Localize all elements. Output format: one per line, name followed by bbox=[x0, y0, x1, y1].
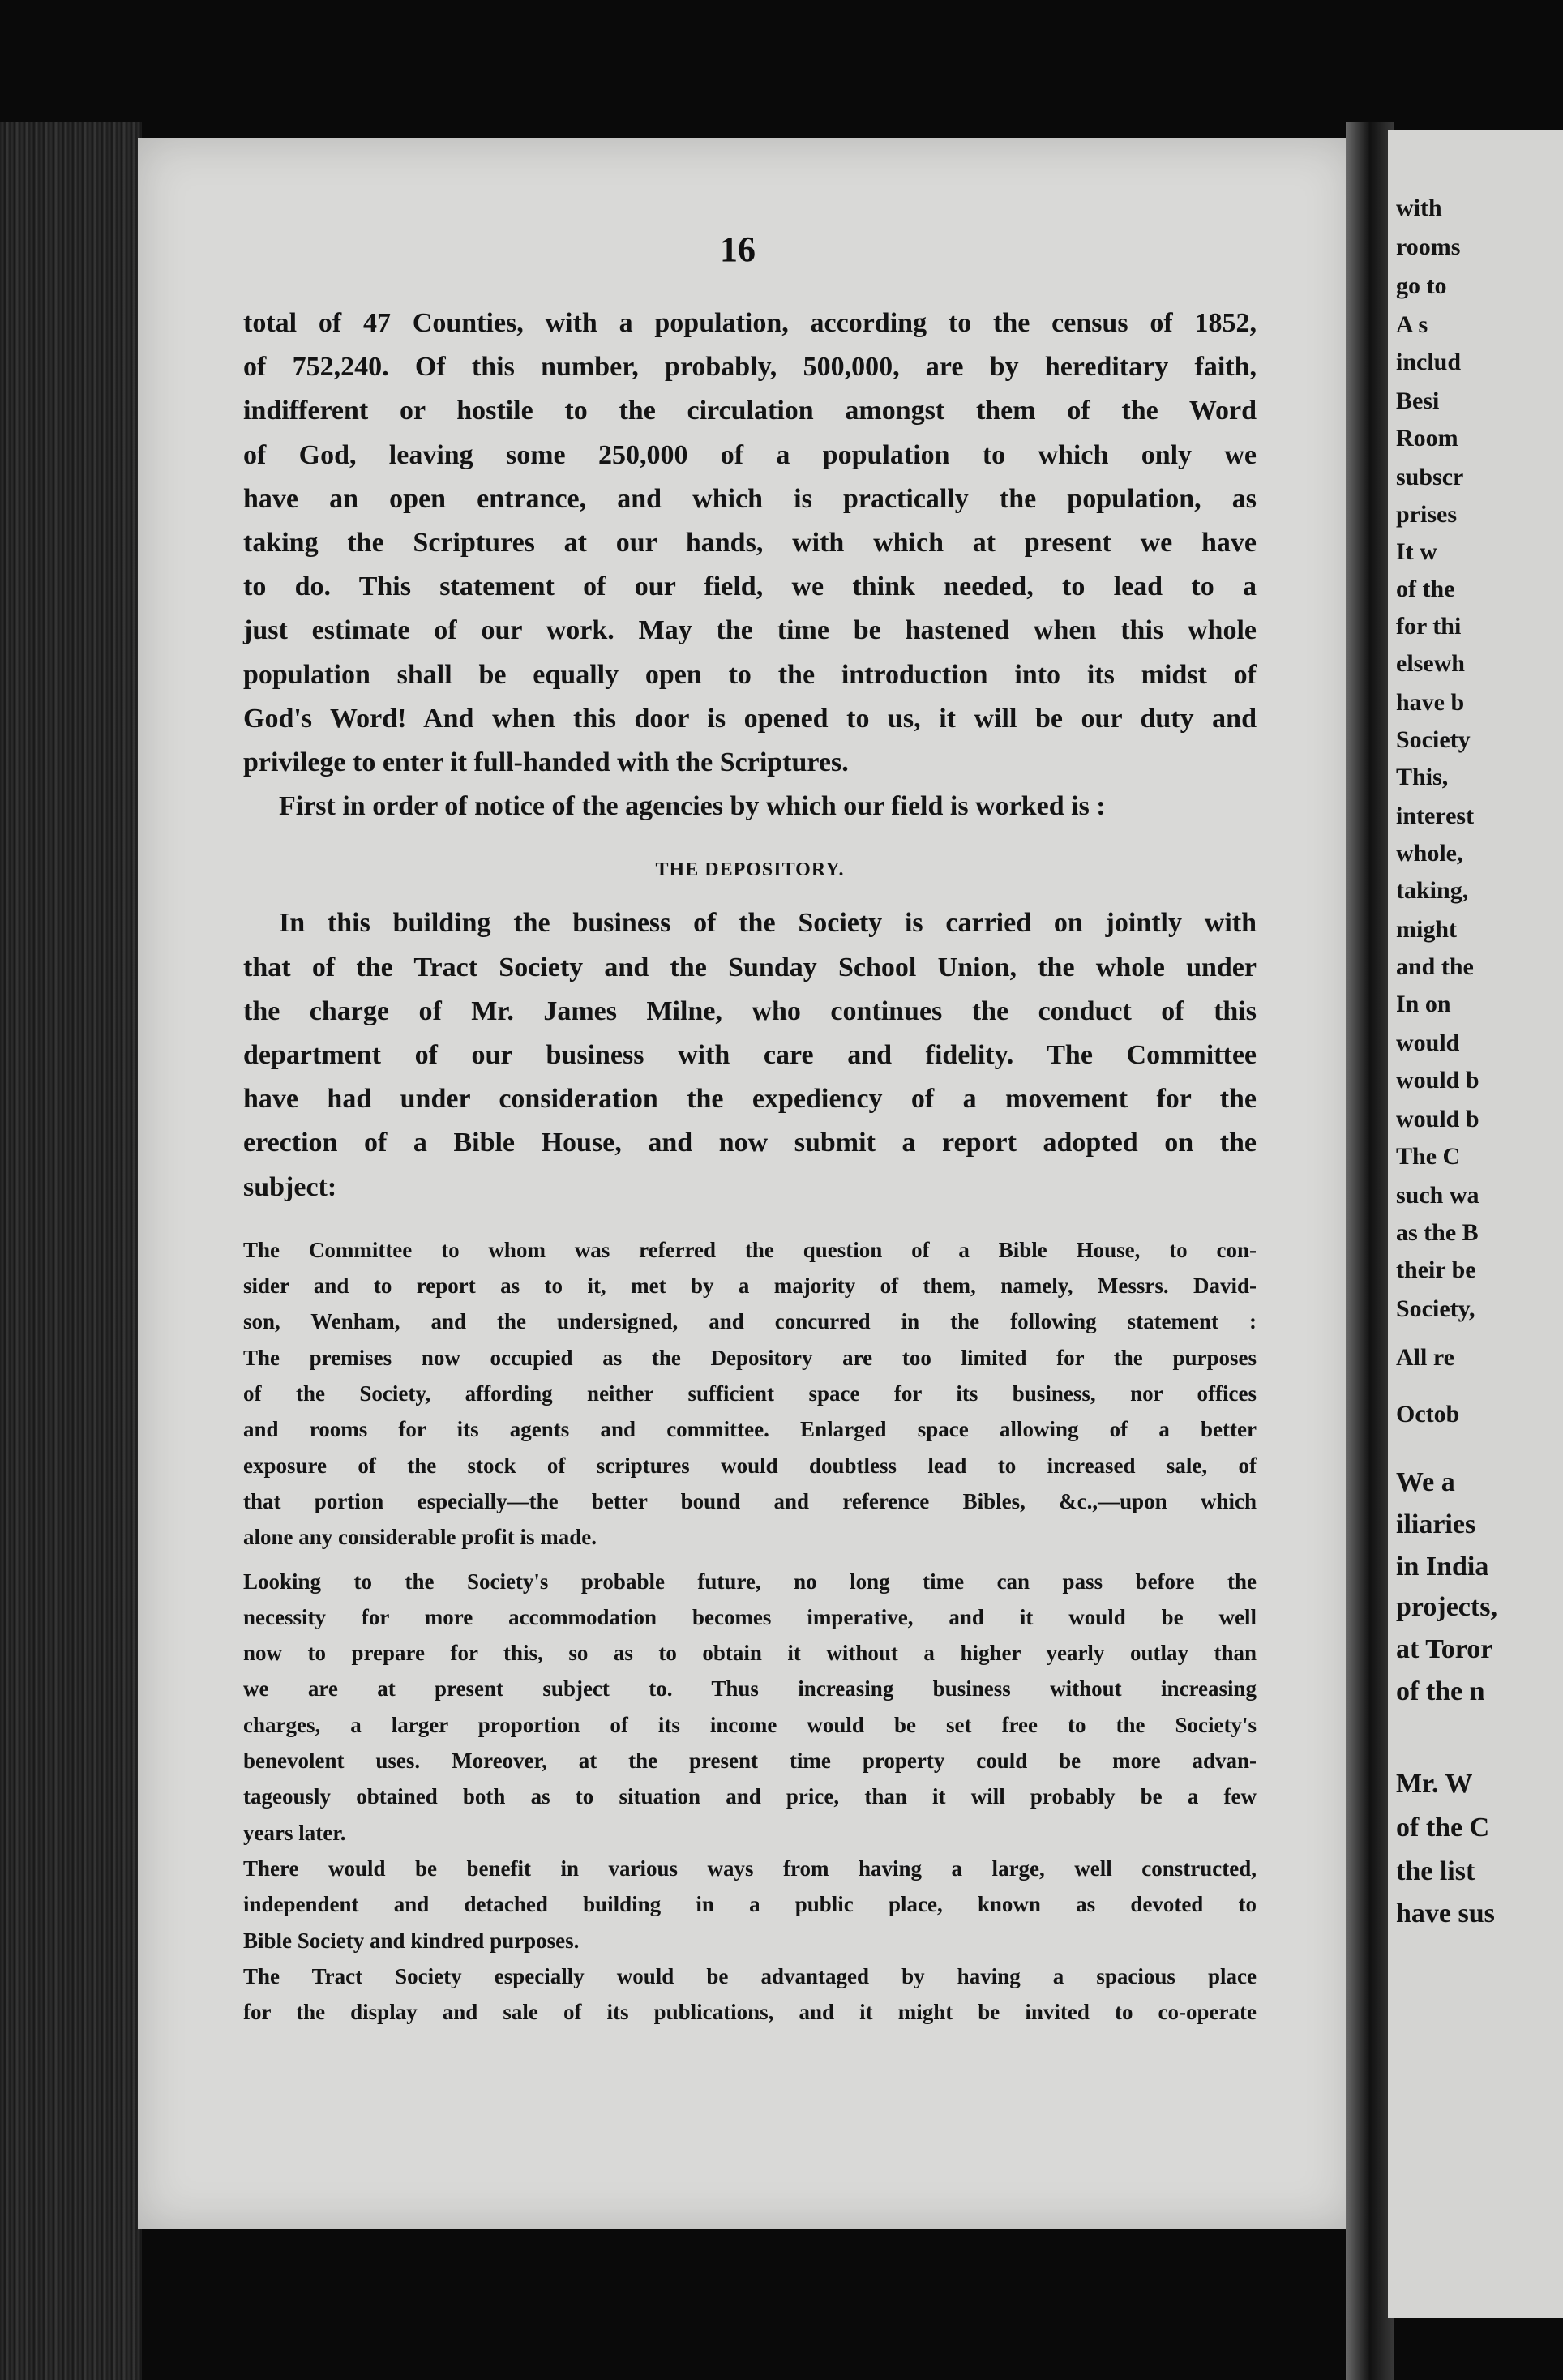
intro-text bbox=[243, 302, 1257, 1209]
right-page-fragment: This, bbox=[1396, 764, 1449, 790]
paragraph-depository bbox=[243, 901, 1257, 1209]
report-paragraph bbox=[243, 1564, 1257, 1851]
book-spine-edge bbox=[0, 122, 142, 2380]
text-line: necessity for more accommodation becomes imperative, and it would be well bbox=[243, 1604, 1257, 1629]
text-line: total of 47 Counties, with a population, according to the census of 1852, bbox=[243, 308, 1257, 338]
text-line: have an open entrance, and which is practically the population, as bbox=[243, 483, 1257, 514]
text-line: that portion especially—the better bound and reference Bibles, &c.,—upon which bbox=[243, 1488, 1257, 1513]
text-line: and rooms for its agents and committee. Enlarged space allowing of a better bbox=[243, 1417, 1257, 1442]
text-line: The premises now occupied as the Depository are too limited for the purposes bbox=[243, 1345, 1257, 1370]
text-line: Bible Society and kindred purposes. bbox=[243, 1928, 580, 1953]
right-page-fragment: We a bbox=[1396, 1467, 1455, 1497]
text-line: population shall be equally open to the introduction into its midst of bbox=[243, 659, 1257, 690]
text-line: God's Word! And when this door is opened to us, it will be our duty and bbox=[243, 703, 1257, 734]
text-line: The Committee to whom was referred the question of a Bible House, to con- bbox=[243, 1237, 1257, 1262]
right-page-fragment: might bbox=[1396, 916, 1457, 943]
right-page-fragment: Society bbox=[1396, 726, 1471, 753]
text-line: tageously obtained both as to situation and price, than it will probably be a few bbox=[243, 1784, 1257, 1809]
text-line: There would be benefit in various ways from having a large, well constructed, bbox=[243, 1856, 1257, 1881]
text-line: to do. This statement of our field, we think needed, to lead to a bbox=[243, 571, 1257, 602]
section-heading-depository: THE DEPOSITORY. bbox=[655, 859, 845, 881]
right-page-fragment: such wa bbox=[1396, 1182, 1479, 1209]
text-line: privilege to enter it full-handed with the Scriptures. bbox=[243, 747, 849, 778]
text-line: taking the Scriptures at our hands, with which at present we have bbox=[243, 528, 1257, 559]
right-page-fragment: their be bbox=[1396, 1256, 1476, 1283]
right-page-fragment: at Toror bbox=[1396, 1634, 1493, 1664]
right-page-fragment: All re bbox=[1396, 1344, 1454, 1371]
text-line: for the display and sale of its publications, and it might be invited to co-operate bbox=[243, 2000, 1257, 2025]
right-page-fragment: subscr bbox=[1396, 464, 1464, 490]
text-line: son, Wenham, and the undersigned, and concurred in the following statement : bbox=[243, 1309, 1257, 1334]
right-page-fragment: of the bbox=[1396, 576, 1455, 602]
text-line: benevolent uses. Moreover, at the present time property could be more advan- bbox=[243, 1749, 1257, 1774]
right-page-fragment: of the n bbox=[1396, 1676, 1485, 1706]
page-number: 16 bbox=[720, 229, 756, 269]
text-line: alone any considerable profit is made. bbox=[243, 1525, 597, 1550]
text-line: years later. bbox=[243, 1820, 346, 1845]
right-page-fragment: would b bbox=[1396, 1067, 1479, 1094]
right-page-fragment: It w bbox=[1396, 538, 1437, 565]
text-line: of 752,240. Of this number, probably, 500,000, are by hereditary faith, bbox=[243, 352, 1257, 383]
right-page-fragment: would bbox=[1396, 1029, 1460, 1056]
report-paragraph bbox=[243, 1958, 1257, 2031]
page-text bbox=[243, 302, 1257, 2030]
right-page-fragment: have b bbox=[1396, 689, 1465, 716]
report-paragraph bbox=[243, 1340, 1257, 1556]
text-line: sider and to report as to it, met by a majority of them, namely, Messrs. David- bbox=[243, 1273, 1257, 1299]
text-line: have had under consideration the expediency of a movement for the bbox=[243, 1084, 1257, 1115]
text-line: First in order of notice of the agencies by which our field is worked is : bbox=[279, 791, 1106, 822]
right-page-fragment: iliaries bbox=[1396, 1509, 1476, 1539]
text-line: In this building the business of the Society is carried on jointly with bbox=[279, 908, 1257, 939]
right-page-fragment: for thi bbox=[1396, 613, 1462, 640]
right-page-fragment: includ bbox=[1396, 349, 1462, 375]
right-page-fragment: and the bbox=[1396, 953, 1474, 980]
right-page-fragment: rooms bbox=[1396, 233, 1461, 260]
right-page-fragment: Room bbox=[1396, 425, 1458, 452]
right-page-fragment: In on bbox=[1396, 991, 1451, 1017]
text-line: of the Society, affording neither sufficient space for its business, nor offices bbox=[243, 1381, 1257, 1406]
text-line: charges, a larger proportion of its income would be set free to the Society's bbox=[243, 1712, 1257, 1737]
right-page-fragment: in India bbox=[1396, 1552, 1489, 1582]
right-page-fragment: whole, bbox=[1396, 840, 1463, 867]
report-paragraph bbox=[243, 1851, 1257, 1958]
paragraph-field-description bbox=[243, 302, 1257, 785]
text-line: exposure of the stock of scriptures would doubtless lead to increased sale, of bbox=[243, 1453, 1257, 1478]
right-page-fragment: projects, bbox=[1396, 1592, 1497, 1622]
right-page-fragment: Octob bbox=[1396, 1401, 1460, 1428]
right-page-fragment: have sus bbox=[1396, 1898, 1495, 1928]
text-line: subject: bbox=[243, 1171, 337, 1202]
text-line: Looking to the Society's probable future, no long time can pass before the bbox=[243, 1569, 1257, 1594]
text-line: the charge of Mr. James Milne, who continues the conduct of this bbox=[243, 995, 1257, 1026]
right-page-fragment: of the C bbox=[1396, 1813, 1490, 1843]
book-gutter bbox=[1346, 122, 1394, 2380]
right-page-fragment: taking, bbox=[1396, 877, 1469, 904]
right-page-fragment: with bbox=[1396, 195, 1442, 221]
right-page-fragment: go to bbox=[1396, 272, 1447, 299]
right-page-fragment: prises bbox=[1396, 501, 1457, 528]
right-page-fragment: elsewh bbox=[1396, 650, 1465, 677]
right-page-fragment: Besi bbox=[1396, 387, 1440, 414]
right-page-fragment: Society, bbox=[1396, 1295, 1475, 1322]
paragraph-agencies bbox=[243, 785, 1257, 828]
right-page-partial bbox=[1388, 130, 1563, 2318]
committee-report bbox=[243, 1232, 1257, 2031]
right-page-fragment: the list bbox=[1396, 1856, 1475, 1886]
text-line: that of the Tract Society and the Sunday School Union, the whole under bbox=[243, 952, 1257, 982]
report-paragraph bbox=[243, 1232, 1257, 1340]
text-line: now to prepare for this, so as to obtain it without a higher yearly outlay than bbox=[243, 1641, 1257, 1666]
text-line: of God, leaving some 250,000 of a population to which only we bbox=[243, 439, 1257, 470]
text-line: independent and detached building in a public place, known as devoted to bbox=[243, 1892, 1257, 1917]
text-line: erection of a Bible House, and now submit a report adopted on the bbox=[243, 1128, 1257, 1158]
text-line: we are at present subject to. Thus increasing business without increasing bbox=[243, 1676, 1257, 1702]
right-page-fragment: interest bbox=[1396, 803, 1475, 829]
right-page-fragment: would b bbox=[1396, 1106, 1479, 1132]
right-page-fragment: The C bbox=[1396, 1143, 1461, 1170]
right-page-fragment: A s bbox=[1396, 311, 1428, 338]
text-line: just estimate of our work. May the time be hastened when this whole bbox=[243, 615, 1257, 646]
text-line: The Tract Society especially would be advantaged by having a spacious place bbox=[243, 1963, 1257, 1988]
right-page-fragment: Mr. W bbox=[1396, 1769, 1473, 1799]
text-line: department of our business with care and fidelity. The Committee bbox=[243, 1040, 1257, 1071]
right-page-fragment: as the B bbox=[1396, 1219, 1479, 1246]
text-line: indifferent or hostile to the circulation amongst them of the Word bbox=[243, 396, 1257, 426]
